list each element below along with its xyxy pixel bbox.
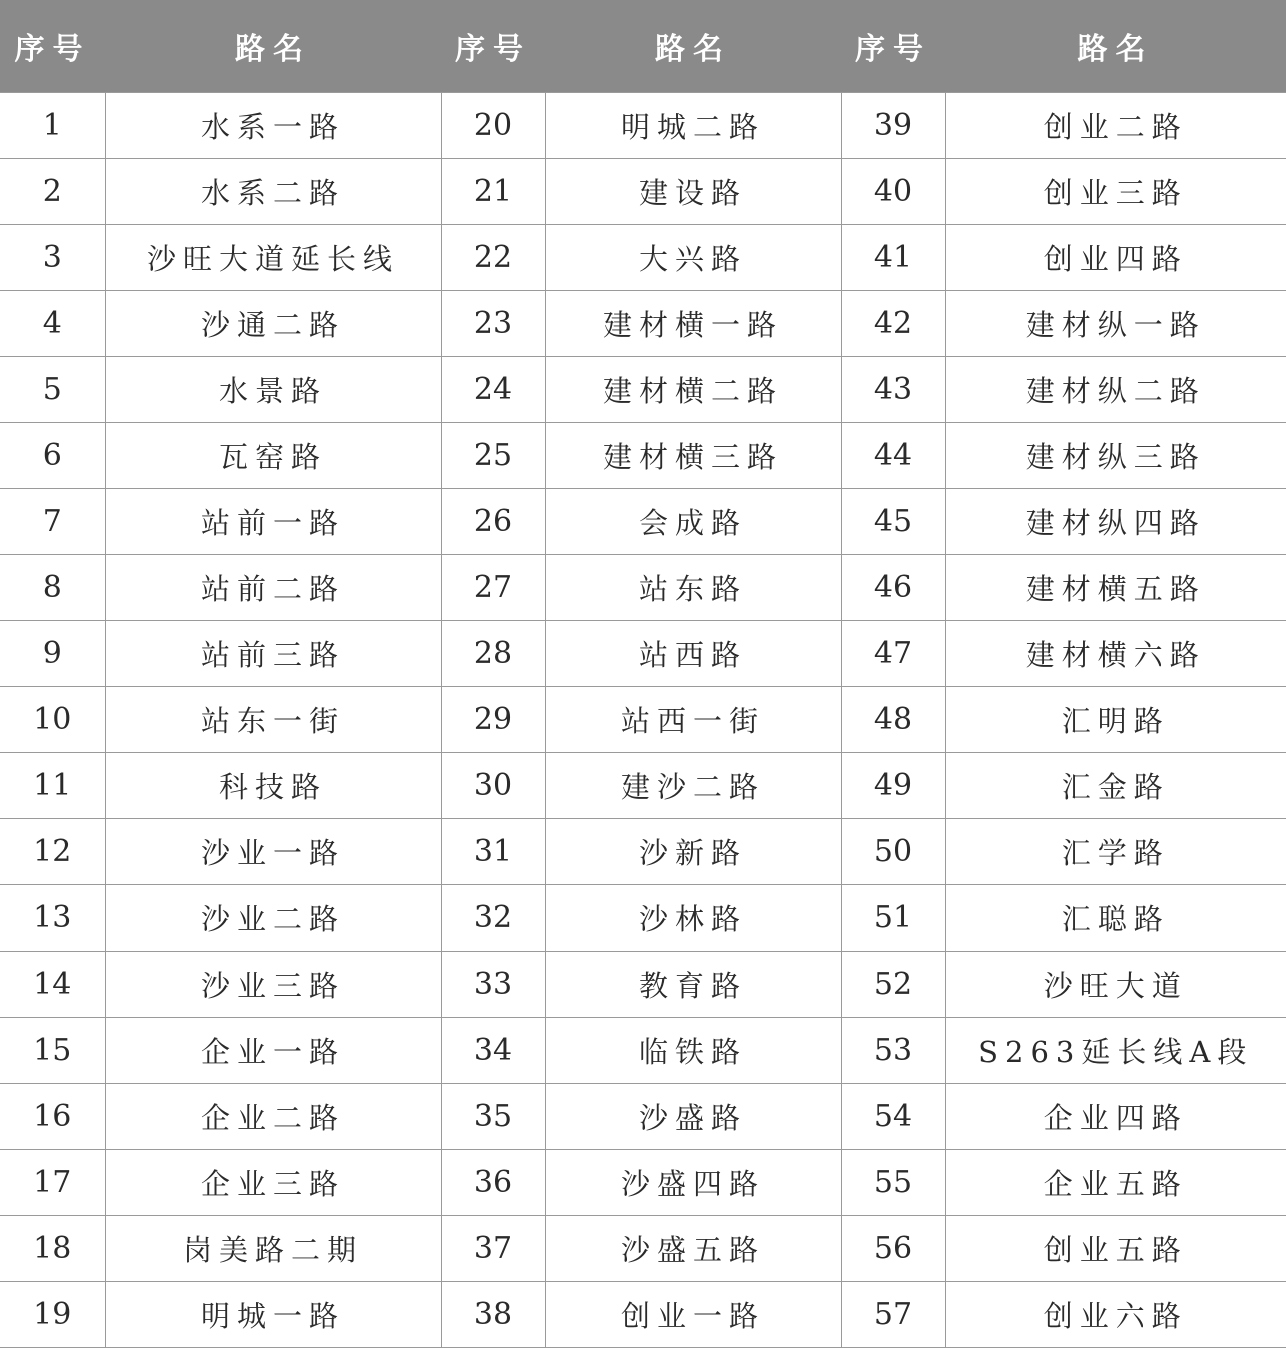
table-row bbox=[0, 356, 1286, 422]
road-name-cell: 汇明路 bbox=[945, 687, 1286, 753]
road-name-cell: 沙盛四路 bbox=[545, 1149, 841, 1215]
serial-number-cell: 27 bbox=[441, 555, 545, 621]
serial-number-cell: 18 bbox=[0, 1215, 105, 1281]
serial-number-cell: 36 bbox=[441, 1149, 545, 1215]
road-name-cell: 瓦窑路 bbox=[105, 422, 441, 488]
road-name-cell: 站西路 bbox=[545, 621, 841, 687]
serial-number-cell: 30 bbox=[441, 753, 545, 819]
serial-number-cell: 35 bbox=[441, 1083, 545, 1149]
road-name-cell: 岗美路二期 bbox=[105, 1215, 441, 1281]
serial-number-cell: 38 bbox=[441, 1281, 545, 1347]
serial-number-cell: 9 bbox=[0, 621, 105, 687]
serial-number-cell: 13 bbox=[0, 885, 105, 951]
road-name-cell: 创业五路 bbox=[945, 1215, 1286, 1281]
road-name-cell: 企业四路 bbox=[945, 1083, 1286, 1149]
serial-number-cell: 23 bbox=[441, 290, 545, 356]
serial-number-cell: 49 bbox=[841, 753, 945, 819]
serial-number-cell: 25 bbox=[441, 422, 545, 488]
serial-number-cell: 28 bbox=[441, 621, 545, 687]
road-name-cell: 创业三路 bbox=[945, 158, 1286, 224]
header-road-name: 路名 bbox=[105, 0, 441, 92]
serial-number-cell: 21 bbox=[441, 158, 545, 224]
road-name-cell: 站东路 bbox=[545, 555, 841, 621]
serial-number-cell: 52 bbox=[841, 951, 945, 1017]
road-name-cell: 汇聪路 bbox=[945, 885, 1286, 951]
serial-number-cell: 47 bbox=[841, 621, 945, 687]
road-name-cell: 临铁路 bbox=[545, 1017, 841, 1083]
road-name-cell: 沙业一路 bbox=[105, 819, 441, 885]
road-name-cell: S263延长线A段 bbox=[945, 1017, 1286, 1083]
serial-number-cell: 29 bbox=[441, 687, 545, 753]
serial-number-cell: 22 bbox=[441, 224, 545, 290]
road-name-cell: 建材纵二路 bbox=[945, 356, 1286, 422]
serial-number-cell: 46 bbox=[841, 555, 945, 621]
serial-number-cell: 15 bbox=[0, 1017, 105, 1083]
road-name-cell: 建材纵四路 bbox=[945, 488, 1286, 554]
table-row bbox=[0, 819, 1286, 885]
table-row bbox=[0, 488, 1286, 554]
road-name-cell: 沙通二路 bbox=[105, 290, 441, 356]
serial-number-cell: 11 bbox=[0, 753, 105, 819]
header-road-name: 路名 bbox=[545, 0, 841, 92]
serial-number-cell: 34 bbox=[441, 1017, 545, 1083]
road-name-cell: 站前二路 bbox=[105, 555, 441, 621]
serial-number-cell: 37 bbox=[441, 1215, 545, 1281]
serial-number-cell: 40 bbox=[841, 158, 945, 224]
road-name-cell: 企业一路 bbox=[105, 1017, 441, 1083]
serial-number-cell: 2 bbox=[0, 158, 105, 224]
table-row bbox=[0, 224, 1286, 290]
serial-number-cell: 39 bbox=[841, 92, 945, 158]
road-name-cell: 科技路 bbox=[105, 753, 441, 819]
serial-number-cell: 57 bbox=[841, 1281, 945, 1347]
table-row bbox=[0, 885, 1286, 951]
serial-number-cell: 32 bbox=[441, 885, 545, 951]
road-name-cell: 沙盛路 bbox=[545, 1083, 841, 1149]
table-header-row bbox=[0, 0, 1286, 92]
road-name-cell: 企业三路 bbox=[105, 1149, 441, 1215]
road-name-cell: 沙新路 bbox=[545, 819, 841, 885]
road-name-cell: 企业二路 bbox=[105, 1083, 441, 1149]
serial-number-cell: 1 bbox=[0, 92, 105, 158]
serial-number-cell: 54 bbox=[841, 1083, 945, 1149]
serial-number-cell: 45 bbox=[841, 488, 945, 554]
road-name-cell: 建材横二路 bbox=[545, 356, 841, 422]
road-name-cell: 大兴路 bbox=[545, 224, 841, 290]
serial-number-cell: 44 bbox=[841, 422, 945, 488]
header-serial-number: 序号 bbox=[841, 0, 945, 92]
table-row bbox=[0, 290, 1286, 356]
road-name-cell: 教育路 bbox=[545, 951, 841, 1017]
serial-number-cell: 56 bbox=[841, 1215, 945, 1281]
serial-number-cell: 50 bbox=[841, 819, 945, 885]
road-name-cell: 沙业三路 bbox=[105, 951, 441, 1017]
road-name-cell: 站西一街 bbox=[545, 687, 841, 753]
serial-number-cell: 53 bbox=[841, 1017, 945, 1083]
serial-number-cell: 4 bbox=[0, 290, 105, 356]
serial-number-cell: 33 bbox=[441, 951, 545, 1017]
road-name-cell: 创业一路 bbox=[545, 1281, 841, 1347]
road-name-cell: 沙林路 bbox=[545, 885, 841, 951]
table-row bbox=[0, 753, 1286, 819]
serial-number-cell: 3 bbox=[0, 224, 105, 290]
table-row bbox=[0, 1149, 1286, 1215]
serial-number-cell: 20 bbox=[441, 92, 545, 158]
road-name-cell: 汇金路 bbox=[945, 753, 1286, 819]
road-name-cell: 沙旺大道 bbox=[945, 951, 1286, 1017]
road-name-cell: 站前三路 bbox=[105, 621, 441, 687]
header-road-name: 路名 bbox=[945, 0, 1286, 92]
serial-number-cell: 55 bbox=[841, 1149, 945, 1215]
serial-number-cell: 42 bbox=[841, 290, 945, 356]
table-row bbox=[0, 1017, 1286, 1083]
road-name-cell: 站东一街 bbox=[105, 687, 441, 753]
road-name-cell: 建材纵一路 bbox=[945, 290, 1286, 356]
road-name-cell: 汇学路 bbox=[945, 819, 1286, 885]
serial-number-cell: 43 bbox=[841, 356, 945, 422]
table-row bbox=[0, 687, 1286, 753]
serial-number-cell: 6 bbox=[0, 422, 105, 488]
serial-number-cell: 17 bbox=[0, 1149, 105, 1215]
road-name-cell: 建材横三路 bbox=[545, 422, 841, 488]
table-row bbox=[0, 1083, 1286, 1149]
serial-number-cell: 14 bbox=[0, 951, 105, 1017]
road-name-cell: 明城二路 bbox=[545, 92, 841, 158]
road-name-cell: 建材横一路 bbox=[545, 290, 841, 356]
serial-number-cell: 16 bbox=[0, 1083, 105, 1149]
serial-number-cell: 41 bbox=[841, 224, 945, 290]
road-name-cell: 会成路 bbox=[545, 488, 841, 554]
table-row bbox=[0, 422, 1286, 488]
table-row bbox=[0, 555, 1286, 621]
header-serial-number: 序号 bbox=[0, 0, 105, 92]
serial-number-cell: 26 bbox=[441, 488, 545, 554]
serial-number-cell: 48 bbox=[841, 687, 945, 753]
road-name-cell: 建材横六路 bbox=[945, 621, 1286, 687]
road-name-cell: 沙业二路 bbox=[105, 885, 441, 951]
serial-number-cell: 8 bbox=[0, 555, 105, 621]
road-name-cell: 建材纵三路 bbox=[945, 422, 1286, 488]
table-row bbox=[0, 92, 1286, 158]
road-name-cell: 创业二路 bbox=[945, 92, 1286, 158]
road-name-cell: 沙盛五路 bbox=[545, 1215, 841, 1281]
table-row bbox=[0, 1215, 1286, 1281]
road-name-cell: 建材横五路 bbox=[945, 555, 1286, 621]
road-name-cell: 明城一路 bbox=[105, 1281, 441, 1347]
table-body bbox=[0, 92, 1286, 1348]
serial-number-cell: 19 bbox=[0, 1281, 105, 1347]
road-name-cell: 水系一路 bbox=[105, 92, 441, 158]
table-row bbox=[0, 621, 1286, 687]
road-name-cell: 水系二路 bbox=[105, 158, 441, 224]
serial-number-cell: 10 bbox=[0, 687, 105, 753]
table-row bbox=[0, 1281, 1286, 1347]
serial-number-cell: 5 bbox=[0, 356, 105, 422]
road-name-cell: 建沙二路 bbox=[545, 753, 841, 819]
serial-number-cell: 51 bbox=[841, 885, 945, 951]
serial-number-cell: 12 bbox=[0, 819, 105, 885]
header-serial-number: 序号 bbox=[441, 0, 545, 92]
serial-number-cell: 31 bbox=[441, 819, 545, 885]
road-name-cell: 创业六路 bbox=[945, 1281, 1286, 1347]
road-name-cell: 沙旺大道延长线 bbox=[105, 224, 441, 290]
road-name-cell: 站前一路 bbox=[105, 488, 441, 554]
road-name-cell: 企业五路 bbox=[945, 1149, 1286, 1215]
table-row bbox=[0, 158, 1286, 224]
road-name-cell: 水景路 bbox=[105, 356, 441, 422]
road-name-cell: 创业四路 bbox=[945, 224, 1286, 290]
serial-number-cell: 7 bbox=[0, 488, 105, 554]
table-row bbox=[0, 951, 1286, 1017]
road-name-cell: 建设路 bbox=[545, 158, 841, 224]
serial-number-cell: 24 bbox=[441, 356, 545, 422]
